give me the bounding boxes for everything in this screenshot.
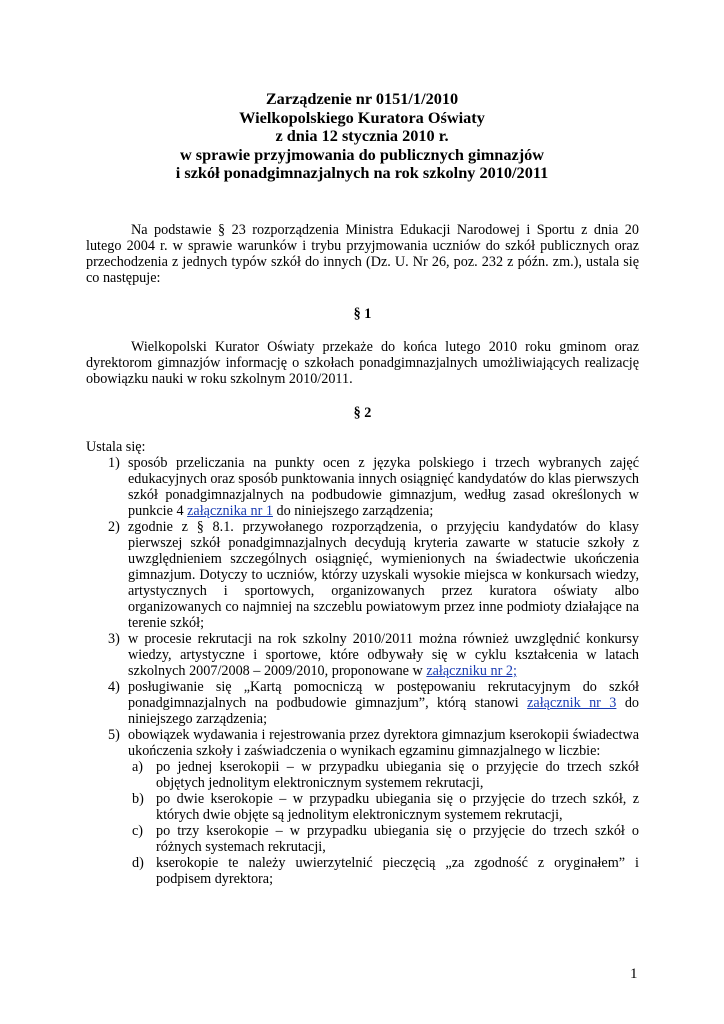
preamble-text: Na podstawie § 23 rozporządzenia Ministra Edukacji Narodowej i Sportu z dnia 20 lutego 2004 r. w sprawie warunków i trybu przyjmowania uczniów do szkół publicznych oraz przechodzenia z jednych typów szkół do innych (Dz. U. Nr 26, poz. 232 z późn. zm.), ustala się co następuje: — [86, 222, 639, 286]
title-line: Zarządzenie nr 0151/1/2010 — [265, 89, 459, 108]
annex-3-link[interactable]: załącznik nr 3 — [527, 695, 617, 711]
sub-item-letter: a) — [132, 759, 144, 775]
item-number: 4) — [108, 679, 120, 695]
sub-item-text: po trzy kserokopie – w przypadku ubiegania się o przyjęcie do trzech szkół o różnych systemach rekrutacji, — [156, 823, 639, 855]
sub-item-letter: d) — [132, 855, 144, 871]
list-item — [86, 455, 639, 519]
list-item — [86, 727, 639, 759]
title-line: w sprawie przyjmowania do publicznych gimnazjów — [179, 144, 545, 164]
item-text: obowiązek wydawania i rejestrowania przez dyrektora gimnazjum kserokopii świadectwa ukończenia szkoły i zaświadczenia o wynikach egzaminu gimnazjalnego w liczbie: — [128, 727, 639, 759]
title-line: Wielkopolskiego Kuratora Oświaty — [239, 107, 485, 127]
item-number: 5) — [108, 727, 120, 743]
document-title — [0, 90, 724, 183]
sub-item — [86, 855, 639, 887]
sub-item — [86, 791, 639, 823]
sub-item-text: kserokopie te należy uwierzytelnić pieczęcią „za zgodność z oryginałem” i podpisem dyrektora; — [156, 855, 639, 887]
sub-item-text: po jednej kserokopii – w przypadku ubiegania się o przyjęcie do trzech szkół objętych jednolitym elektronicznym systemem rekrutacji, — [156, 759, 639, 791]
sub-item-letter: b) — [132, 791, 144, 807]
sub-item-text: po dwie kserokopie – w przypadku ubiegania się o przyjęcie do trzech szkół, z których dwie objęte są jednolitym elektronicznym systemem rekrutacji, — [156, 791, 639, 823]
preamble — [86, 222, 639, 286]
item-number: 2) — [108, 519, 120, 535]
item-text-end: do niniejszego zarządzenia; — [272, 503, 434, 519]
item-text-end: do niniejszego zarządzenia; — [128, 695, 639, 727]
annex-1-link[interactable]: załącznika nr 1 — [187, 503, 273, 519]
sub-item — [86, 823, 639, 855]
sub-item-letter: c) — [132, 823, 144, 839]
item-number: 1) — [108, 455, 120, 471]
page-number: 1 — [630, 966, 638, 982]
section-2-heading: § 2 — [353, 405, 372, 421]
list-item — [86, 631, 639, 679]
section-1-heading: § 1 — [353, 306, 372, 322]
section-1-text: Wielkopolski Kurator Oświaty przekaże do końca lutego 2010 roku gminom oraz dyrektorom gimnazjów informację o szkołach ponadgimnazjalnych umożliwiających realizację obowiązku nauki w roku szkolnym 2010/2011. — [86, 339, 639, 387]
title-line: z dnia 12 stycznia 2010 r. — [275, 126, 449, 146]
item-text: w procesie rekrutacji na rok szkolny 2010/2011 można również uwzględnić konkursy wiedzy, artystyczne i sportowe, które odbywały się w cyklu kształcenia w latach szkolnych 2007/2008 – 2009/2010, proponowane w — [128, 631, 639, 679]
section-1 — [86, 339, 639, 387]
section-2-lead: Ustala się: — [86, 439, 146, 455]
item-text: zgodnie z § 8.1. przywołanego rozporządzenia, o przyjęciu kandydatów do klasy pierwszej szkół ponadgimnazjalnych decydują kryteria zawarte w statucie szkoły z uwzględnieniem szczególnych osiągnięć, wymienionych na świadectwie ukończenia gimnazjum. Dotyczy to uczniów, którzy uzyskali wysokie miejsca w konkursach wiedzy, artystycznych i sportowych, organizowanych przez kuratora oświaty albo organizowanych co najmniej na szczeblu powiatowym przez inne podmioty działające na terenie szkół; — [128, 519, 639, 631]
list-item — [86, 679, 639, 727]
section-2-list — [86, 455, 639, 887]
annex-2-link[interactable]: załączniku nr 2; — [426, 663, 517, 679]
sub-item — [86, 759, 639, 791]
item-text: posługiwanie się „Kartą pomocniczą w postępowaniu rekrutacyjnym do szkół ponadgimnazjalnych na podbudowie gimnazjum”, którą stanowi — [128, 679, 639, 711]
item-number: 3) — [108, 631, 120, 647]
list-item — [86, 519, 639, 631]
title-line: i szkół ponadgimnazjalnych na rok szkolny 2010/2011 — [175, 163, 549, 183]
item-text: sposób przeliczania na punkty ocen z języka polskiego i trzech wybranych zajęć edukacyjnych oraz sposób punktowania innych osiągnięć kandydatów do klas pierwszych szkół ponadgimnazjalnych na podbudowie gimnazjum, według zasad określonych w punkcie 4 — [128, 455, 640, 519]
